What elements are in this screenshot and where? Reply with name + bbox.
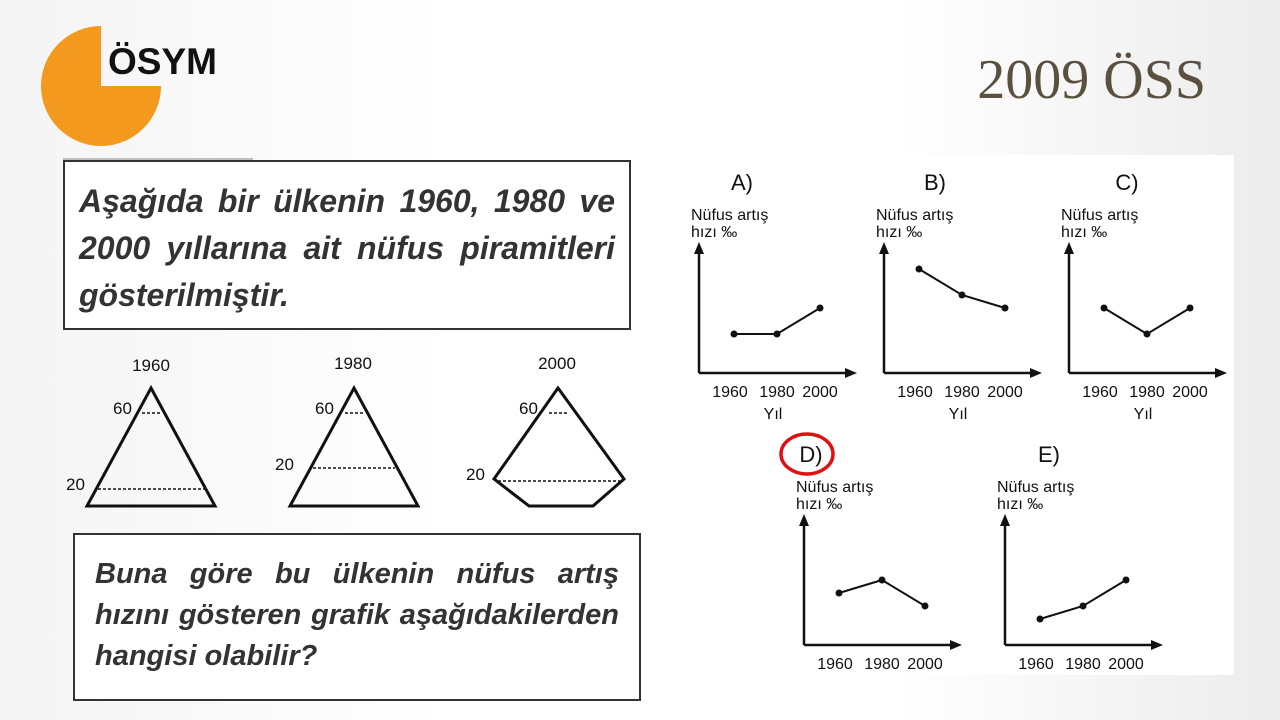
option-label: A): [731, 170, 753, 195]
y-axis-label: hızı ‰: [1061, 224, 1108, 241]
y-axis-label: hızı ‰: [691, 224, 738, 241]
question-prompt-text: Buna göre bu ülkenin nüfus artış hızını gösteren grafik aşağıdakilerden hangisi olabilir?: [95, 558, 619, 672]
x-tick-label: 1960: [1082, 384, 1118, 401]
question-intro-box: [63, 160, 631, 330]
pyramid-age-label: 60: [113, 399, 132, 418]
x-tick-label: 1980: [759, 384, 795, 401]
x-tick-label: 2000: [802, 384, 838, 401]
pyramid-2000: [466, 354, 624, 506]
exam-title: 2009 ÖSS: [977, 49, 1206, 111]
y-axis-label: hızı ‰: [876, 224, 923, 241]
population-pyramids: [60, 345, 640, 520]
x-tick-label: 1960: [1018, 656, 1054, 673]
option-label: E): [1038, 442, 1060, 467]
pyramid-age-label: 60: [519, 399, 538, 418]
data-point: [1187, 305, 1194, 312]
y-axis-label: Nüfus artış: [1061, 207, 1139, 224]
data-point: [774, 331, 781, 338]
data-point: [922, 603, 929, 610]
x-tick-label: 1980: [1129, 384, 1165, 401]
data-point: [1002, 305, 1009, 312]
pyramid-age-label: 20: [466, 465, 485, 484]
pyramid-year-label: 1960: [132, 356, 170, 375]
data-point: [916, 266, 923, 273]
data-point: [836, 590, 843, 597]
x-tick-label: 1980: [1065, 656, 1101, 673]
data-point: [1080, 603, 1087, 610]
data-point: [1123, 577, 1130, 584]
data-point: [817, 305, 824, 312]
pyramid-shape: [494, 388, 624, 506]
pyramid-age-label: 20: [66, 475, 85, 494]
pyramid-year-label: 1980: [334, 354, 372, 373]
pyramid-1960: [66, 356, 215, 506]
x-tick-label: 2000: [1172, 384, 1208, 401]
x-tick-label: 2000: [907, 656, 943, 673]
x-tick-label: 2000: [1108, 656, 1144, 673]
data-point: [731, 331, 738, 338]
y-axis-label: Nüfus artış: [997, 479, 1075, 496]
data-point: [1101, 305, 1108, 312]
option-label: D): [799, 442, 823, 467]
logo-text: ÖSYM: [108, 41, 217, 82]
pyramid-age-label: 20: [275, 455, 294, 474]
x-axis-title: Yıl: [1133, 406, 1153, 423]
y-axis-label: Nüfus artış: [691, 207, 769, 224]
answer-options-panel: [675, 155, 1234, 675]
x-tick-label: 1980: [944, 384, 980, 401]
x-tick-label: 2000: [987, 384, 1023, 401]
x-axis-title: Yıl: [948, 406, 968, 423]
question-intro-text: Aşağıda bir ülkenin 1960, 1980 ve 2000 yıllarına ait nüfus piramitleri gösterilmiştir.: [79, 183, 615, 313]
data-point: [879, 577, 886, 584]
x-tick-label: 1960: [817, 656, 853, 673]
y-axis-label: Nüfus artış: [796, 479, 874, 496]
option-label: B): [924, 170, 946, 195]
x-tick-label: 1960: [897, 384, 933, 401]
pyramid-1980: [275, 354, 418, 506]
pyramid-age-label: 60: [315, 399, 334, 418]
y-axis-label: Nüfus artış: [876, 207, 954, 224]
data-point: [959, 292, 966, 299]
y-axis-label: hızı ‰: [997, 496, 1044, 513]
y-axis-label: hızı ‰: [796, 496, 843, 513]
question-prompt-box: [73, 533, 641, 701]
data-point: [1037, 616, 1044, 623]
x-tick-label: 1980: [864, 656, 900, 673]
data-point: [1144, 331, 1151, 338]
x-axis-title: Yıl: [763, 406, 783, 423]
option-label: C): [1115, 170, 1139, 195]
pyramid-shape: [290, 388, 418, 506]
x-tick-label: 1960: [712, 384, 748, 401]
pyramid-year-label: 2000: [538, 354, 576, 373]
